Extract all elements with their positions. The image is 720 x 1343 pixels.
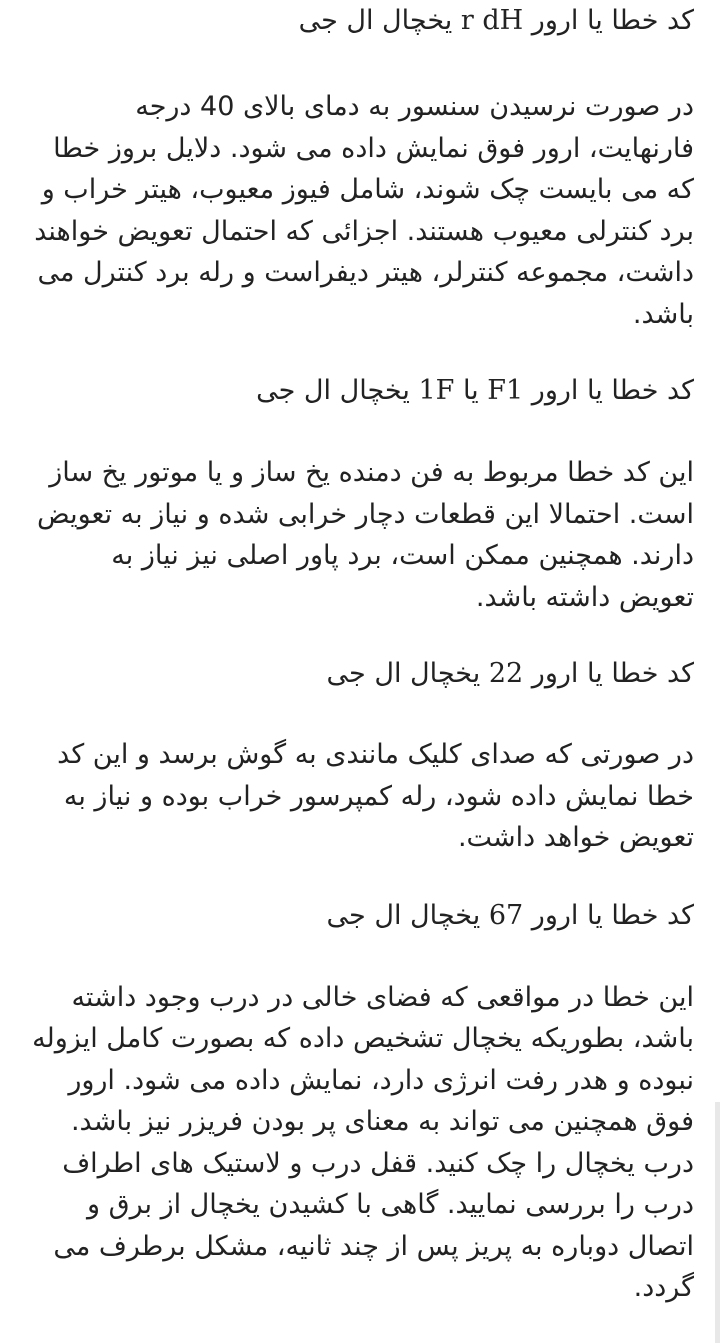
heading-prefix: کد خطا یا ارور xyxy=(531,375,694,406)
section-heading-rdh xyxy=(30,2,694,40)
heading-suffix: یخچال ال جی xyxy=(256,375,410,406)
scrollbar[interactable] xyxy=(715,1102,720,1343)
heading-suffix: یخچال ال جی xyxy=(326,899,481,931)
section-body-f1: این کد خطا مربوط به فن دمنده یخ ساز و یا موتور یخ ساز است. احتمالا این قطعات دچار خرابی شده و نیاز به تعویض دارند. همچنین ممکن است، برد پاور اصلی نیز نیاز به تعویض داشته باشد. xyxy=(37,457,694,613)
error-code: 22 xyxy=(488,658,524,689)
section-heading-22 xyxy=(30,655,694,693)
section-heading-67 xyxy=(30,897,694,935)
section-body-rdh: در صورت نرسیدن سنسور به دمای بالای 40 درجه فارنهایت، ارور فوق نمایش داده می شود. دلایل بروز خطا که می بایست چک شوند، شامل فیوز معیوب، هیتر خراب و برد کنترلی معیوب هستند. اجزائی که احتمال تعویض خواهند داشت، مجموعه کنترلر، هیتر دیفراست و رله برد کنترل می باشد. xyxy=(34,91,694,330)
heading-prefix: کد خطا یا ارور xyxy=(531,899,694,931)
error-code: r dH xyxy=(460,5,524,36)
heading-suffix: یخچال ال جی xyxy=(298,5,453,36)
error-code: 67 xyxy=(488,899,524,931)
article-content xyxy=(0,2,720,1309)
section-body-67: این خطا در مواقعی که فضای خالی در درب وجود داشته باشد، بطوریکه یخچال تشخیص داده که بصورت کامل ایزوله نبوده و هدر رفت انرژی دارد، نمایش داده می شود. ارور فوق همچنین می تواند به معنای پر بودن فریزر نیز باشد. درب یخچال را چک کنید. قفل درب و لاستیک های اطراف درب را بررسی نمایید. گاهی با کشیدن یخچال از برق و اتصال دوباره به پریز پس از چند ثانیه، مشکل برطرف می گردد. xyxy=(32,981,694,1303)
section-heading-f1 xyxy=(30,372,694,410)
heading-suffix: یخچال ال جی xyxy=(326,658,481,689)
heading-prefix: کد خطا یا ارور xyxy=(531,5,694,36)
error-code: 1F یا F1 xyxy=(418,375,524,406)
heading-prefix: کد خطا یا ارور xyxy=(531,658,694,689)
section-body-22: در صورتی که صدای کلیک مانندی به گوش برسد و این کد خطا نمایش داده شود، رله کمپرسور خراب بوده و نیاز به تعویض خواهد داشت. xyxy=(57,739,694,853)
